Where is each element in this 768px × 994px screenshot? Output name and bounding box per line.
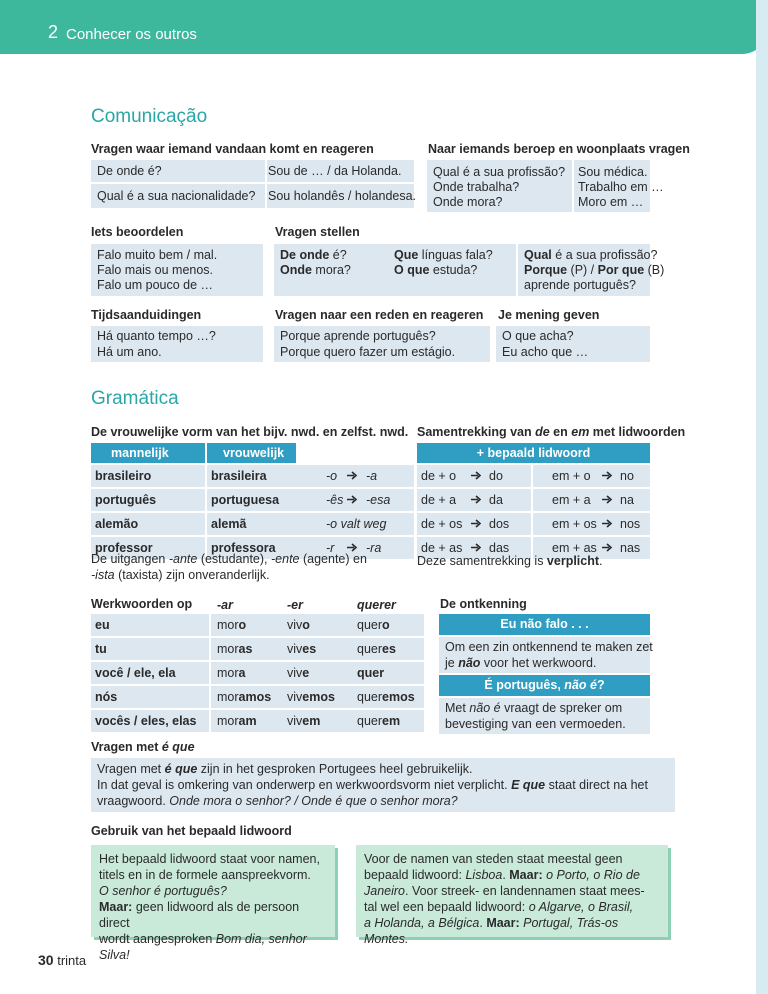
time-line-1: Há quanto tempo …? [97, 329, 216, 343]
verb-form: queremos [357, 690, 415, 704]
opinion-line-2: Eu acho que … [502, 345, 589, 359]
verb-form: vives [287, 642, 317, 656]
reason-label: Vragen naar een reden en reageren [275, 308, 484, 322]
judge-line-1: Falo muito bem / mal. [97, 248, 218, 262]
page-footer [38, 952, 86, 968]
arrow-right-icon [602, 542, 613, 553]
verb-form: quero [357, 618, 390, 632]
job-a1: Sou médica. [578, 165, 648, 179]
judge-line-3: Falo um pouco de … [97, 278, 214, 292]
contr-row [417, 465, 650, 487]
arrow-right-icon [347, 470, 358, 481]
verb-form: querem [357, 714, 401, 728]
fem-ending-to: -a [366, 469, 378, 483]
judge-line-2: Falo mais ou menos. [97, 263, 214, 277]
neg-text-2: Met não é vraagt de spreker om bevestiging van een vermoeden. [439, 698, 650, 734]
fem-masc: professor [95, 541, 153, 555]
arrow-right-icon [471, 470, 482, 481]
fem-ending-from: -o valt weg [326, 517, 387, 531]
chapter-title: Conhecer os outros [66, 26, 197, 43]
fem-row [91, 465, 414, 487]
contr-label: Samentrekking van de en em met lidwoorden [417, 425, 686, 439]
verbs-head-querer: querer [357, 598, 396, 612]
neg-head-1: Eu não falo . . . [439, 614, 650, 635]
contr-right-src: em + os [552, 517, 597, 531]
verb-row [91, 710, 424, 732]
contr-left-src: de + os [421, 517, 463, 531]
verb-person: você / ele, ela [95, 666, 176, 680]
fem-head-m: mannelijk [91, 443, 205, 463]
verb-form: vive [287, 666, 310, 680]
ask-c2-line2: O que estuda? [394, 263, 478, 277]
reason-box [274, 326, 490, 362]
contr-row [417, 513, 650, 535]
verb-form: moro [217, 618, 247, 632]
job-q3: Onde mora? [433, 195, 503, 209]
fem-ending-to: -esa [366, 493, 391, 507]
contr-right-result: no [620, 469, 634, 483]
origin-row-1 [91, 160, 414, 182]
time-box [91, 326, 263, 362]
job-answers [572, 160, 664, 212]
job-label: Naar iemands beroep en woonplaats vragen [428, 142, 690, 156]
article-box-left: Het bepaald lidwoord staat voor namen, titels en in de formele aanspreekvorm. O senhor é português? Maar: geen lidwoord als de persoon direct wordt aangesproken Bom dia, senhor Silva! [91, 845, 335, 937]
contr-right-src: em + o [552, 469, 591, 483]
verbs-head-ar: -ar [217, 598, 233, 612]
origin-divider [265, 160, 267, 208]
ask-c3-line1: Qual é a sua profissão? [524, 248, 658, 262]
fem-masc: alemão [95, 517, 139, 531]
verb-row [91, 638, 424, 660]
reason-line-1: Porque aprende português? [280, 329, 436, 343]
origin-label: Vragen waar iemand vandaan komt en reageren [91, 142, 374, 156]
verb-row [91, 614, 424, 636]
arrow-right-icon [471, 542, 482, 553]
ask-c1-line2: Onde mora? [280, 263, 351, 277]
reason-line-2: Porque quero fazer um estágio. [280, 345, 456, 359]
page-number: 30 [38, 952, 54, 968]
article-box-right: Voor de namen van steden staat meestal geen bepaald lidwoord: Lisboa. Maar: o Porto, o Rio de Janeiro. Voor streek- en landennamen staat mees- tal wel een bepaald lidwoord: o Algarve, o Brasil, a Holanda, a Bélgica. Maar: Portugal, Trás-os Montes. [356, 845, 668, 937]
fem-fem: portuguesa [211, 493, 280, 507]
arrow-right-icon [602, 494, 613, 505]
verb-form: quer [357, 666, 385, 680]
chapter-header [0, 0, 768, 54]
fem-masc: brasileiro [95, 469, 152, 483]
time-line-2: Há um ano. [97, 345, 162, 359]
section-title-comunicacao: Comunicação [91, 106, 208, 127]
verb-person: tu [95, 642, 107, 656]
fem-ending-to: -ra [366, 541, 382, 555]
neg-head-2: É português, não é? [439, 675, 650, 696]
arrow-right-icon [602, 470, 613, 481]
fem-label: De vrouwelijke vorm van het bijv. nwd. en zelfst. nwd. [91, 425, 409, 439]
opinion-label: Je mening geven [498, 308, 600, 322]
article-label: Gebruik van het bepaald lidwoord [91, 824, 292, 838]
opinion-box [496, 326, 650, 362]
arrow-right-icon [471, 518, 482, 529]
contr-note: Deze samentrekking is verplicht. [417, 554, 603, 568]
verb-row [91, 686, 424, 708]
page-edge-strip [756, 0, 768, 994]
neg-text-1: Om een zin ontkennend te maken zet je não voor het werkwoord. [439, 637, 650, 673]
contr-left-result: das [489, 541, 510, 555]
verb-person: vocês / eles, elas [95, 714, 197, 728]
eque-label: Vragen met é que [91, 740, 195, 754]
contr-left-result: do [489, 469, 503, 483]
origin-q1: De onde é? [97, 164, 162, 178]
contr-right-result: na [620, 493, 634, 507]
verbs-label: Werkwoorden op [91, 597, 193, 611]
fem-ending-from: -r [326, 541, 335, 555]
verb-form: moram [217, 714, 257, 728]
job-a3: Moro em … [578, 195, 644, 209]
fem-fem: brasileira [211, 469, 267, 483]
contr-right-result: nas [620, 541, 641, 555]
opinion-line-1: O que acha? [502, 329, 574, 343]
page-word: trinta [57, 953, 87, 968]
fem-row [91, 489, 414, 511]
verb-person: nós [95, 690, 118, 704]
ask-divider [516, 244, 518, 296]
origin-q2: Qual é a sua nacionalidade? [97, 189, 256, 203]
origin-a2: Sou holandês / holandesa. [268, 189, 417, 203]
origin-row-2 [91, 184, 417, 208]
eque-box: Vragen met é que zijn in het gesproken Portugees heel gebruikelijk. In dat geval is omkering van onderwerp en werkwoordsvorm niet verplicht. E que staat direct na het vraagwoord. Onde mora o senhor? / Onde é que o senhor mora? [91, 758, 675, 812]
section-title-gramatica: Gramática [91, 388, 179, 409]
verb-form: queres [357, 642, 396, 656]
verb-person: eu [95, 618, 110, 632]
verb-row [91, 662, 424, 684]
verb-form: vivo [287, 618, 310, 632]
ask-c3-line3: aprende português? [524, 278, 636, 292]
fem-ending-from: -ês [326, 493, 344, 507]
job-a2: Trabalho em … [578, 180, 664, 194]
ask-label: Vragen stellen [275, 225, 360, 239]
judge-box [91, 244, 263, 296]
contr-left-src: de + as [421, 541, 463, 555]
contr-right-result: nos [620, 517, 641, 531]
judge-label: Iets beoordelen [91, 225, 184, 239]
fem-fem: professora [211, 541, 276, 555]
contr-left-src: de + o [421, 469, 457, 483]
ask-c3-line2: Porque (P) / Por que (B) [524, 263, 665, 277]
verb-form: moras [217, 642, 253, 656]
arrow-right-icon [602, 518, 613, 529]
time-label: Tijdsaanduidingen [91, 308, 202, 322]
fem-ending-from: -o [326, 469, 338, 483]
fem-note: De uitgangen -ante (estudante), -ente (agente) en -ista (taxista) zijn onveranderlijk. [91, 552, 367, 582]
ask-c1-line1: De onde é? [280, 248, 347, 262]
contr-row [417, 489, 650, 511]
verb-form: vivem [287, 714, 321, 728]
arrow-right-icon [347, 494, 358, 505]
verb-form: mora [217, 666, 246, 680]
origin-a1: Sou de … / da Holanda. [268, 164, 402, 178]
job-q2: Onde trabalha? [433, 180, 520, 194]
contr-right-src: em + as [552, 541, 597, 555]
fem-masc: português [95, 493, 157, 507]
contr-head: + bepaald lidwoord [417, 443, 650, 463]
arrow-right-icon [471, 494, 482, 505]
job-q1: Qual é a sua profissão? [433, 165, 566, 179]
fem-row [91, 513, 414, 535]
fem-fem: alemã [211, 517, 247, 531]
ask-c2-line1: Que línguas fala? [394, 248, 493, 262]
contr-left-result: da [489, 493, 503, 507]
contr-left-src: de + a [421, 493, 457, 507]
chapter-number: 2 [48, 22, 59, 42]
contr-right-src: em + a [552, 493, 591, 507]
verb-form: vivemos [287, 690, 335, 704]
ask-box [274, 244, 665, 296]
verb-form: moramos [217, 690, 272, 704]
contr-left-result: dos [489, 517, 510, 531]
fem-head-f: vrouwelijk [207, 443, 296, 463]
neg-label: De ontkenning [440, 597, 527, 611]
verbs-head-er: -er [287, 598, 303, 612]
